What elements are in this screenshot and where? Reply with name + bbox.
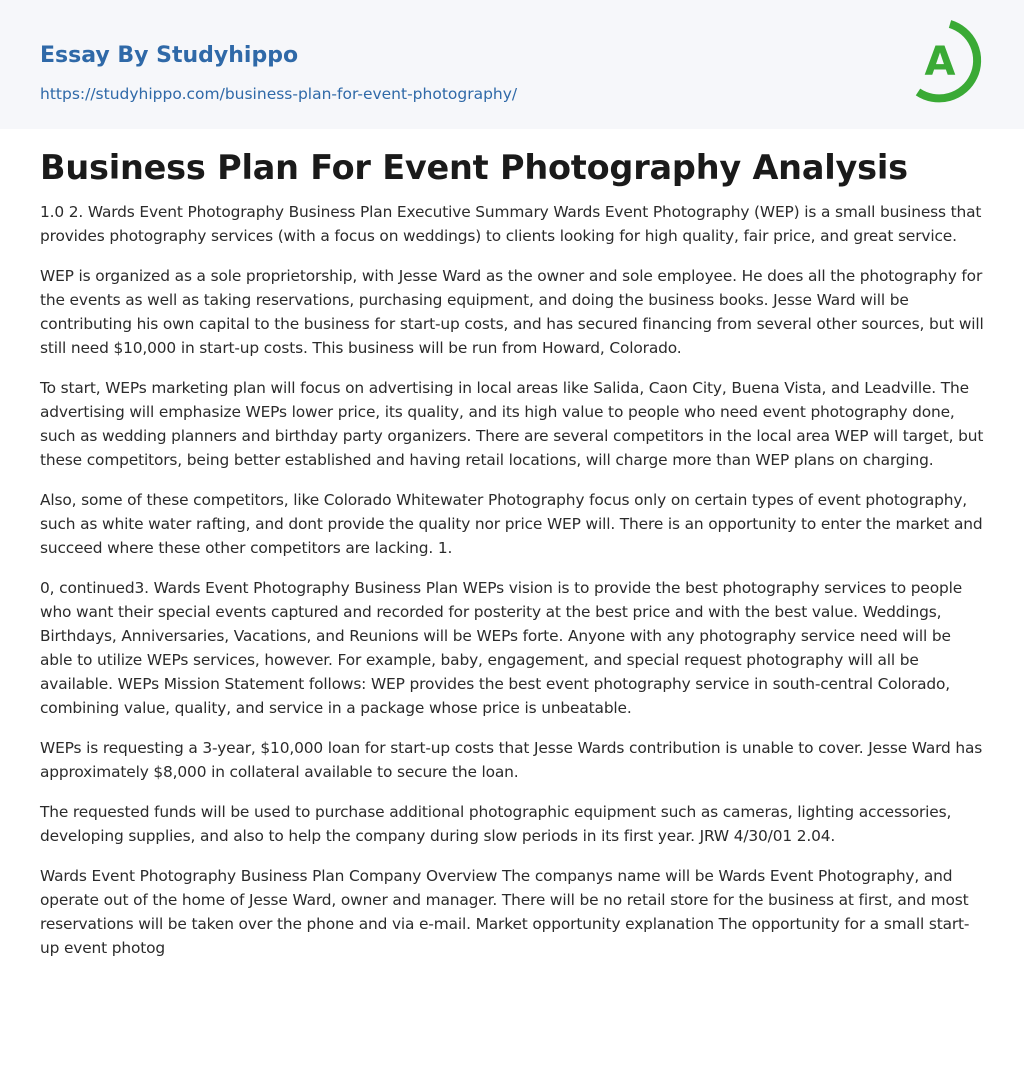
- logo-letter: A: [924, 39, 956, 85]
- source-url-link[interactable]: https://studyhippo.com/business-plan-for-event-photography/: [40, 85, 518, 103]
- article-paragraph: 0, continued3. Wards Event Photography Business Plan WEPs vision is to provide the best photography services to people who want their special events captured and recorded for posterity at the best price and with the best value. Weddings, Birthdays, Anniversaries, Vacations, and Reunions will be WEPs forte. Anyone with any photography service need will be able to utilize WEPs services, however. For example, baby, engagement, and special request photography will all be available. WEPs Mission Statement follows: WEP provides the best event photography service in south-central Colorado, combining value, quality, and service in a package whose price is unbeatable.: [40, 579, 963, 717]
- article-paragraph: 1.0 2. Wards Event Photography Business Plan Executive Summary Wards Event Photography (WEP) is a small business that provides photography services (with a focus on weddings) to clients looking for high quality, fair price, and great service.: [40, 203, 982, 245]
- article-paragraph: WEP is organized as a sole proprietorship, with Jesse Ward as the owner and sole employee. He does all the photography for the events as well as taking reservations, purchasing equipment, and doing the business books. Jesse Ward will be contributing his own capital to the business for start-up costs, and has secured financing from several other sources, but will still need $10,000 in start-up costs. This business will be run from Howard, Colorado.: [40, 267, 984, 357]
- article-paragraph: WEPs is requesting a 3-year, $10,000 loan for start-up costs that Jesse Wards contribution is unable to cover. Jesse Ward has approximately $8,000 in collateral available to secure the loan.: [40, 739, 983, 781]
- brand-title[interactable]: Essay By Studyhippo: [40, 43, 299, 68]
- article-paragraph: To start, WEPs marketing plan will focus on advertising in local areas like Salida, Caon City, Buena Vista, and Leadville. The advertising will emphasize WEPs lower price, its quality, and its high value to people who need event photography done, such as wedding planners and birthday party organizers. There are several competitors in the local area WEP will target, but these competitors, being better established and having retail locations, will charge more than WEP plans on charging.: [40, 379, 984, 469]
- article-paragraph: Also, some of these competitors, like Colorado Whitewater Photography focus only on certain types of event photography, such as white water rafting, and dont provide the quality nor price WEP will. There is an opportunity to enter the market and succeed where these other competitors are lacking. 1.: [40, 491, 983, 557]
- article-paragraph: The requested funds will be used to purchase additional photographic equipment such as cameras, lighting accessories, developing supplies, and also to help the company during slow periods in its first year. JRW 4/30/01 2.04.: [40, 803, 952, 845]
- article-paragraph: Wards Event Photography Business Plan Company Overview The companys name will be Wards Event Photography, and operate out of the home of Jesse Ward, owner and manager. There will be no retail store for the business at first, and most reservations will be taken over the phone and via e-mail. Market opportunity explanation The opportunity for a small start-up event photog: [40, 867, 970, 957]
- page-title: Business Plan For Event Photography Analysis: [40, 148, 908, 187]
- article-body: [40, 200, 984, 976]
